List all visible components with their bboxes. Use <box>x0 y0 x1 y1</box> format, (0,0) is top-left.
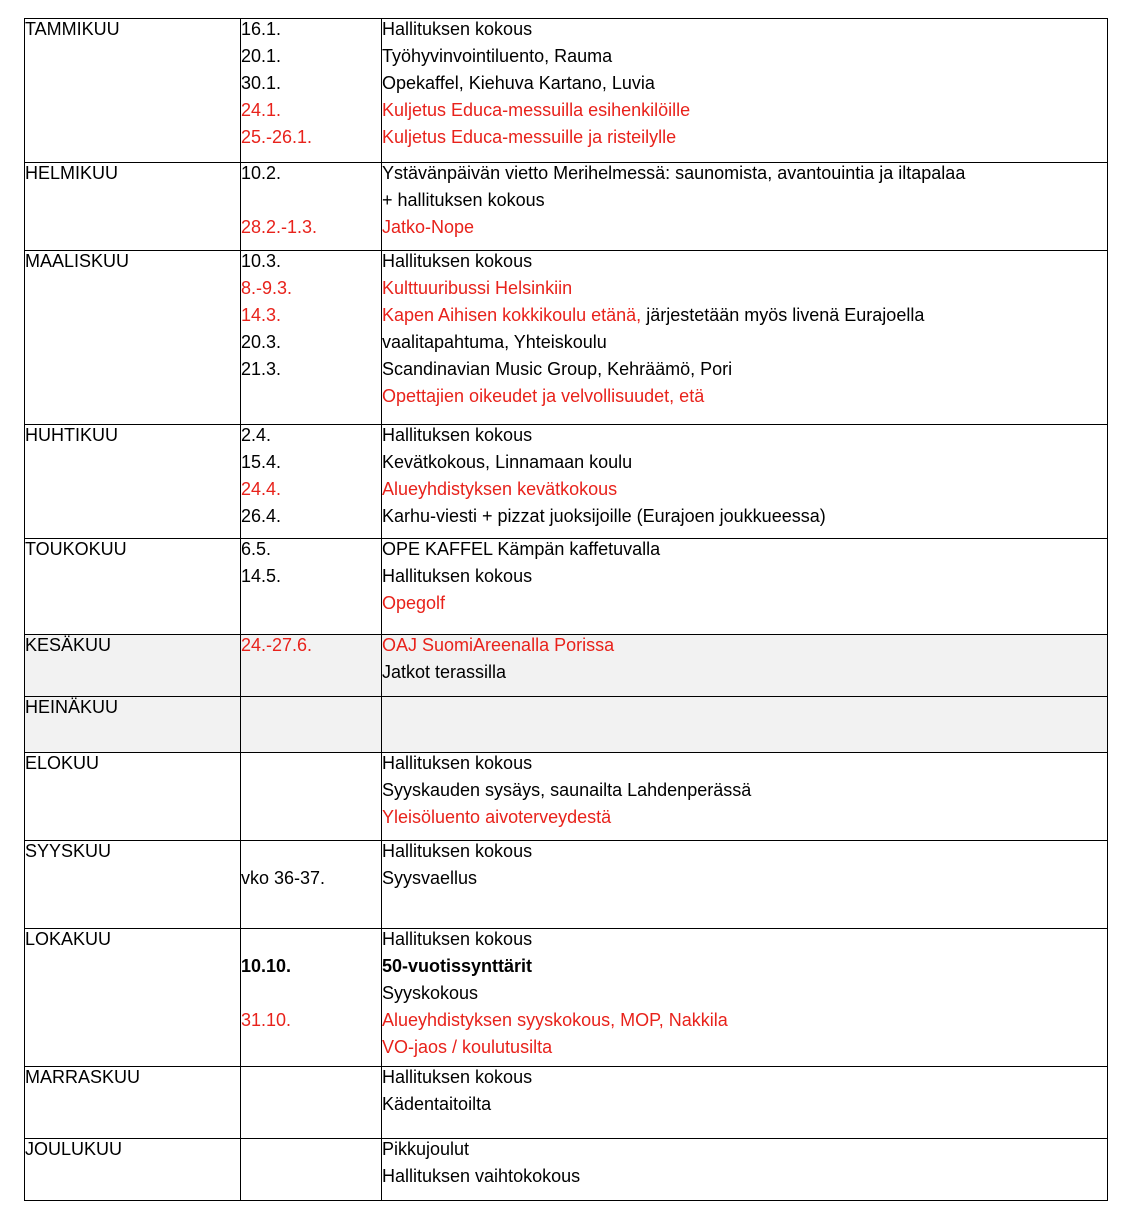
month-name: JOULUKUU <box>25 1139 123 1159</box>
event-description <box>382 251 1107 278</box>
event-date: 10.10. <box>241 956 292 976</box>
month-name: HUHTIKUU <box>25 425 118 445</box>
dates-cell <box>241 19 382 163</box>
month-row <box>25 163 1108 251</box>
month-cell <box>25 539 241 635</box>
event-description: Syyskokous <box>382 983 479 1003</box>
month-cell <box>25 697 241 753</box>
event-date: 21.3. <box>241 359 282 379</box>
events-cell <box>382 753 1108 841</box>
dates-cell <box>241 929 382 1067</box>
events-cell <box>382 425 1108 539</box>
event-description: Hallituksen kokous <box>382 929 533 949</box>
month-name: HEINÄKUU <box>25 697 119 717</box>
event-description: VO-jaos / koulutusilta <box>382 1037 553 1057</box>
event-description: Kuljetus Educa-messuille ja risteilylle <box>382 127 677 147</box>
event-text-segment: Kulttuuribussi Helsinkiin <box>382 278 573 298</box>
event-description: Opegolf <box>382 593 446 613</box>
dates-cell <box>241 635 382 697</box>
dates-cell <box>241 1067 382 1139</box>
month-row <box>25 19 1108 163</box>
event-date: 10.3. <box>241 251 282 271</box>
event-date: 14.5. <box>241 566 282 586</box>
event-description <box>382 359 1107 386</box>
month-row <box>25 929 1108 1067</box>
event-date: 6.5. <box>241 539 272 559</box>
events-cell <box>382 251 1108 425</box>
event-description: 50-vuotissynttärit <box>382 956 533 976</box>
event-description <box>382 305 1107 332</box>
dates-cell <box>241 1139 382 1201</box>
event-date <box>241 929 381 956</box>
month-row <box>25 251 1108 425</box>
event-text-segment: järjestetään myös livenä Eurajoella <box>641 305 925 325</box>
event-description: Hallituksen kokous <box>382 425 533 445</box>
month-cell <box>25 19 241 163</box>
event-text-segment: Opettajien oikeudet ja velvollisuudet, etä <box>382 386 705 406</box>
dates-cell <box>241 753 382 841</box>
month-name: TAMMIKUU <box>25 19 120 39</box>
dates-cell <box>241 697 382 753</box>
event-description: Hallituksen kokous <box>382 1067 533 1087</box>
event-description: Alueyhdistyksen syyskokous, MOP, Nakkila <box>382 1010 728 1030</box>
event-description <box>382 278 1107 305</box>
event-date: vko 36-37. <box>241 868 326 888</box>
event-description: OAJ SuomiAreenalla Porissa <box>382 635 615 655</box>
month-name: HELMIKUU <box>25 163 119 183</box>
event-date: 28.2.-1.3. <box>241 217 318 237</box>
event-date <box>241 190 381 217</box>
event-description: Syyskauden sysäys, saunailta Lahdenperässä <box>382 780 752 800</box>
month-cell <box>25 841 241 929</box>
event-description: Kuljetus Educa-messuilla esihenkilöille <box>382 100 691 120</box>
event-description: Hallituksen kokous <box>382 566 533 586</box>
event-date: 2.4. <box>241 425 272 445</box>
month-row <box>25 841 1108 929</box>
event-description: Hallituksen kokous <box>382 753 533 773</box>
month-row <box>25 1139 1108 1201</box>
event-description: Hallituksen vaihtokokous <box>382 1166 581 1186</box>
event-text-segment: Hallituksen kokous <box>382 251 533 271</box>
event-description: Hallituksen kokous <box>382 841 533 861</box>
events-cell <box>382 1067 1108 1139</box>
month-row <box>25 635 1108 697</box>
dates-cell <box>241 841 382 929</box>
events-cell <box>382 635 1108 697</box>
event-date: 14.3. <box>241 305 282 325</box>
dates-cell <box>241 539 382 635</box>
events-cell <box>382 841 1108 929</box>
event-description: Ystävänpäivän vietto Merihelmessä: saunomista, avantouintia ja iltapalaa <box>382 163 966 183</box>
month-name: LOKAKUU <box>25 929 112 949</box>
month-name: MARRASKUU <box>25 1067 141 1087</box>
month-cell <box>25 929 241 1067</box>
month-cell <box>25 163 241 251</box>
event-date <box>241 983 381 1010</box>
event-description: Kädentaitoilta <box>382 1094 492 1114</box>
event-description: Jatkot terassilla <box>382 662 507 682</box>
dates-cell <box>241 163 382 251</box>
event-date: 20.1. <box>241 46 282 66</box>
events-cell <box>382 19 1108 163</box>
month-cell <box>25 425 241 539</box>
month-row <box>25 697 1108 753</box>
event-description: Alueyhdistyksen kevätkokous <box>382 479 618 499</box>
month-cell <box>25 635 241 697</box>
month-cell <box>25 251 241 425</box>
event-text-segment: vaalitapahtuma, Yhteiskoulu <box>382 332 607 352</box>
event-description: Hallituksen kokous <box>382 19 533 39</box>
events-cell <box>382 697 1108 753</box>
event-description: Yleisöluento aivoterveydestä <box>382 807 612 827</box>
events-cell <box>382 539 1108 635</box>
dates-cell <box>241 251 382 425</box>
event-text-segment: Kapen Aihisen kokkikoulu etänä, <box>382 305 642 325</box>
event-date: 15.4. <box>241 452 282 472</box>
event-description: Opekaffel, Kiehuva Kartano, Luvia <box>382 73 655 93</box>
events-cell <box>382 1139 1108 1201</box>
event-date: 8.-9.3. <box>241 278 293 298</box>
month-cell <box>25 1067 241 1139</box>
event-description: Kevätkokous, Linnamaan koulu <box>382 452 633 472</box>
month-name: TOUKOKUU <box>25 539 127 559</box>
event-date: 16.1. <box>241 19 282 39</box>
event-date: 10.2. <box>241 163 282 183</box>
month-name: KESÄKUU <box>25 635 112 655</box>
event-date: 26.4. <box>241 506 282 526</box>
schedule-body <box>25 19 1108 1201</box>
event-description: Syysvaellus <box>382 868 478 888</box>
month-cell <box>25 753 241 841</box>
event-date: 24.-27.6. <box>241 635 313 655</box>
event-date <box>241 841 381 868</box>
event-date: 31.10. <box>241 1010 292 1030</box>
month-name: SYYSKUU <box>25 841 112 861</box>
month-name: ELOKUU <box>25 753 100 773</box>
event-date: 24.4. <box>241 479 282 499</box>
event-description: + hallituksen kokous <box>382 190 545 210</box>
event-description: Karhu-viesti + pizzat juoksijoille (Eurajoen joukkueessa) <box>382 506 826 526</box>
event-text-segment: Scandinavian Music Group, Kehräämö, Pori <box>382 359 733 379</box>
event-description: OPE KAFFEL Kämpän kaffetuvalla <box>382 539 661 559</box>
event-description: Jatko-Nope <box>382 217 475 237</box>
month-row <box>25 425 1108 539</box>
month-cell <box>25 1139 241 1201</box>
month-row <box>25 1067 1108 1139</box>
events-cell <box>382 163 1108 251</box>
event-description: Työhyvinvointiluento, Rauma <box>382 46 613 66</box>
dates-cell <box>241 425 382 539</box>
month-row <box>25 753 1108 841</box>
event-date: 25.-26.1. <box>241 127 313 147</box>
event-date: 30.1. <box>241 73 282 93</box>
events-cell <box>382 929 1108 1067</box>
schedule-table <box>24 18 1108 1201</box>
event-date: 20.3. <box>241 332 282 352</box>
event-description: Pikkujoulut <box>382 1139 470 1159</box>
month-name: MAALISKUU <box>25 251 130 271</box>
month-row <box>25 539 1108 635</box>
event-description <box>382 386 1107 413</box>
event-description <box>382 332 1107 359</box>
event-date: 24.1. <box>241 100 282 120</box>
